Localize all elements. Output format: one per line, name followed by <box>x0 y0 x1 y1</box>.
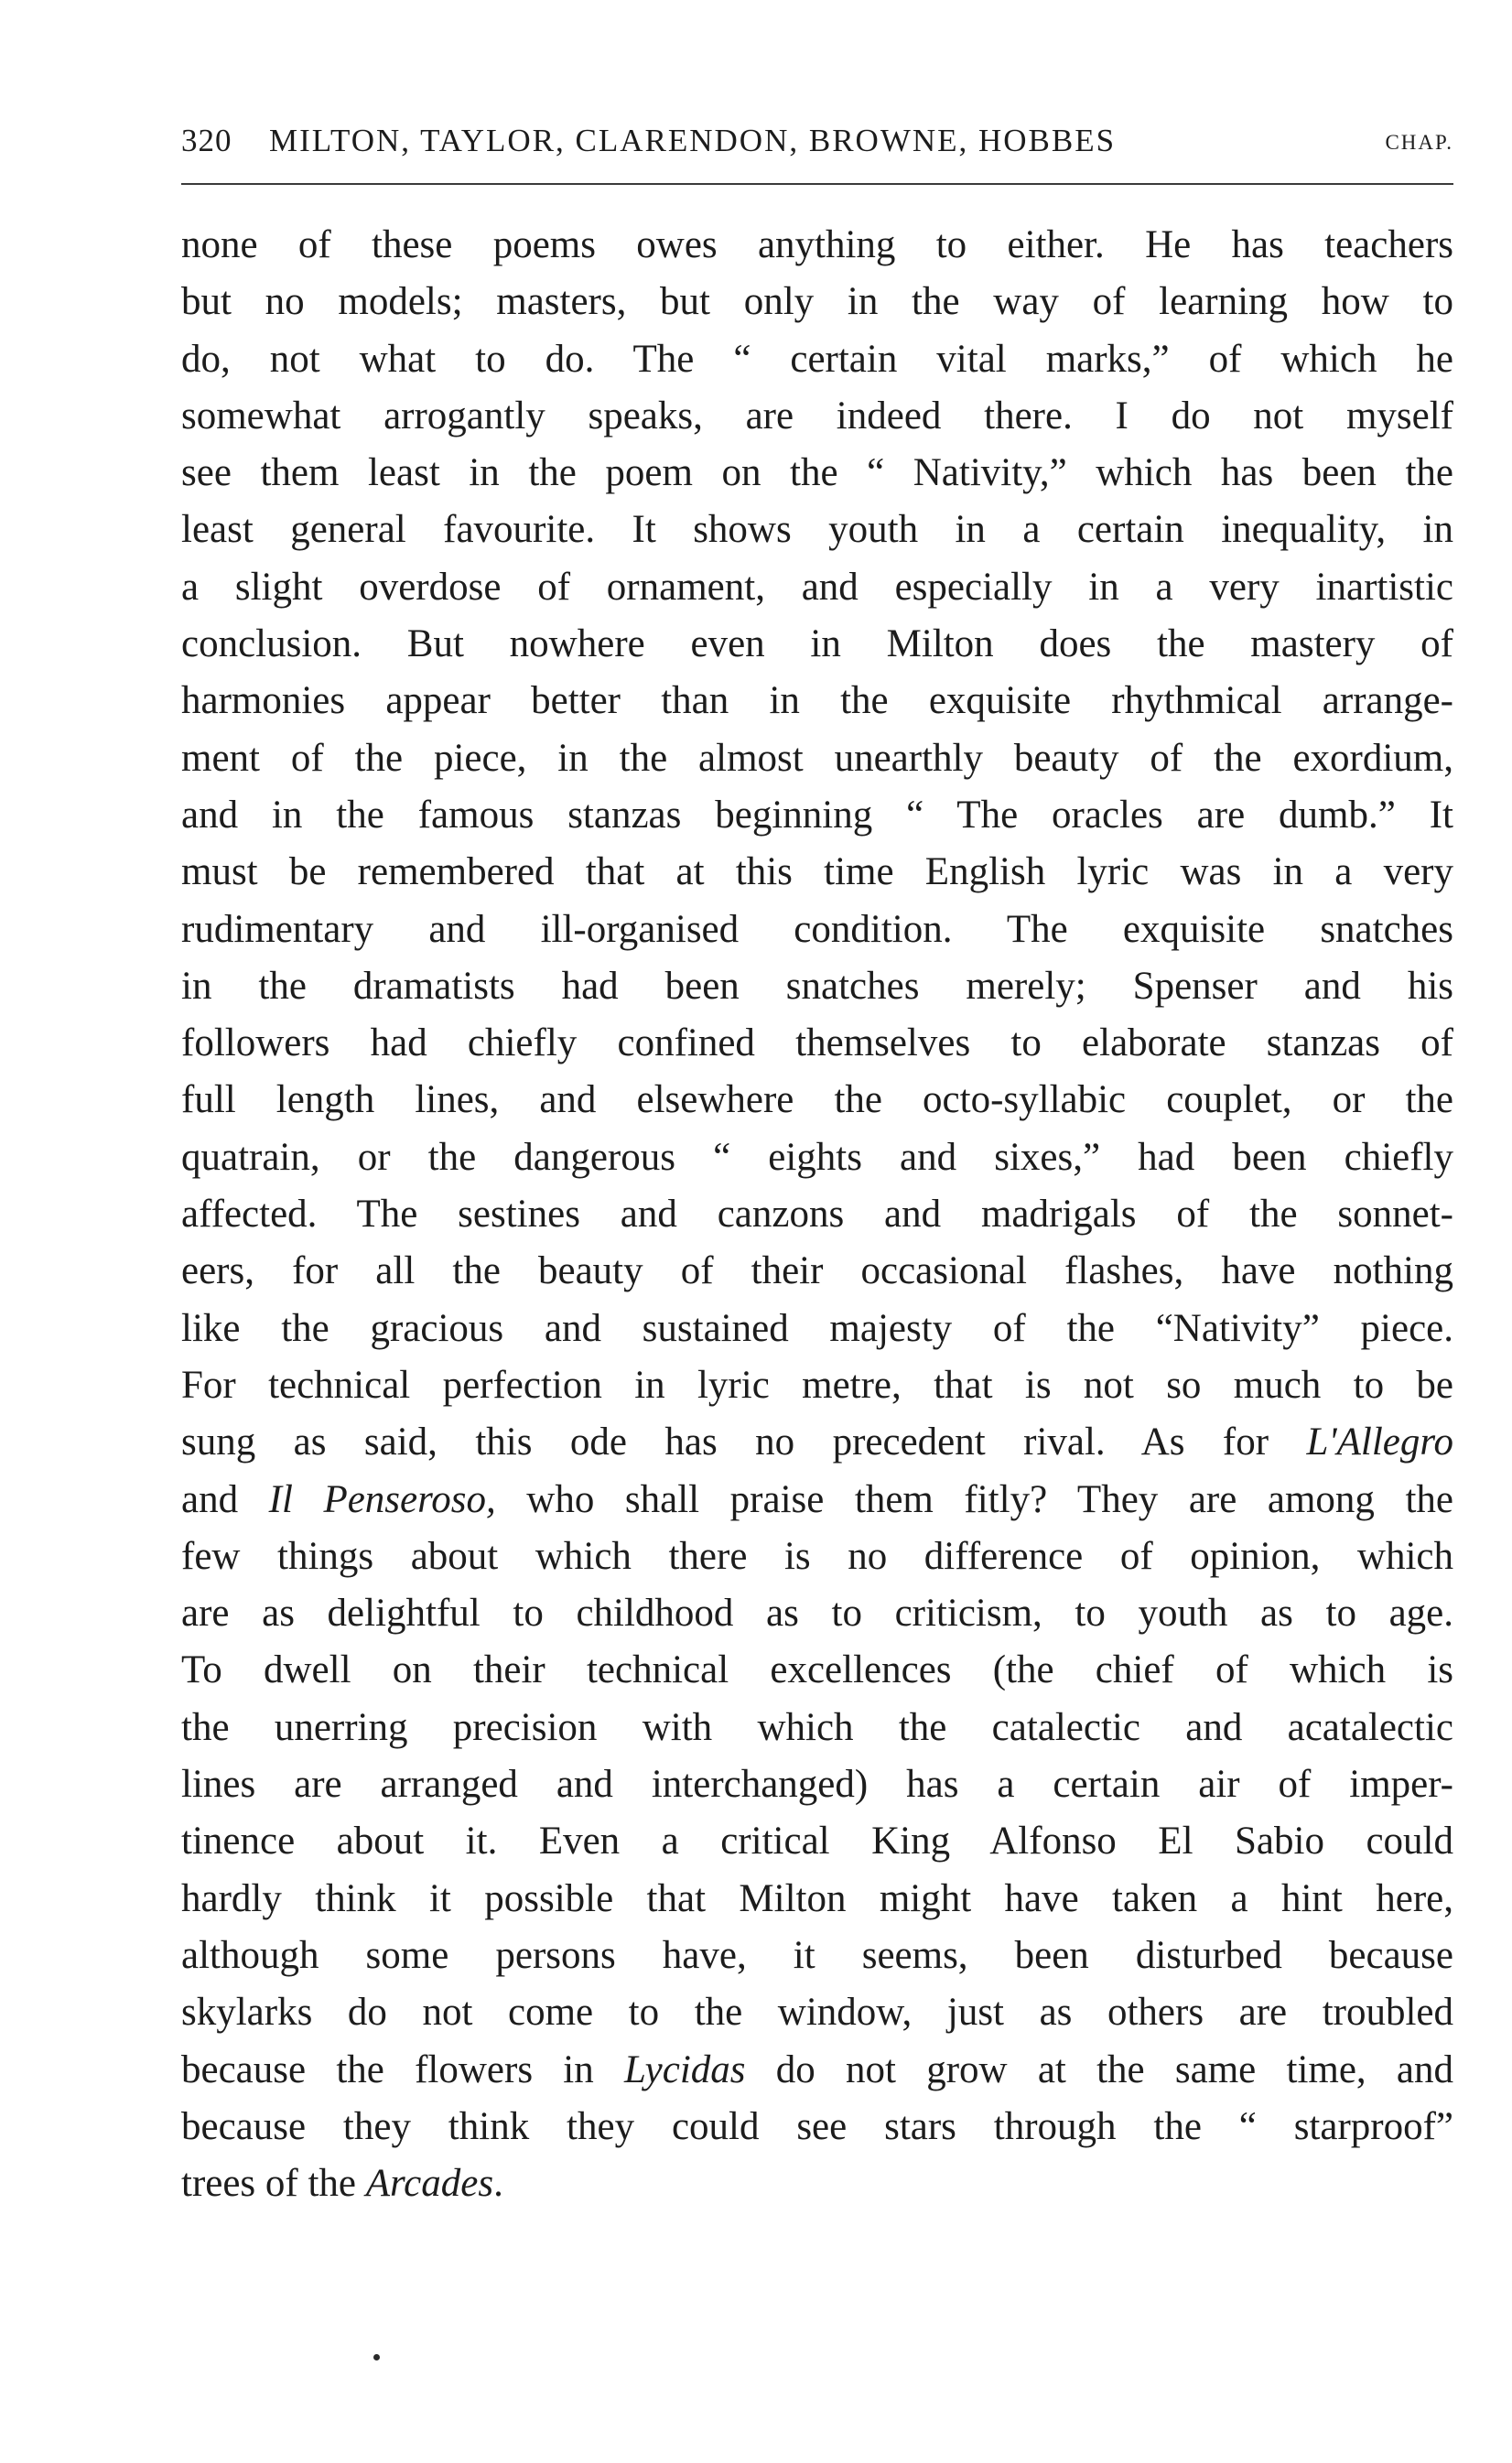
text-line: To dwell on their technical excellences (the chief of which is <box>181 1648 1453 1692</box>
page-number: 320 <box>181 123 232 158</box>
text-line: a slight overdose of ornament, and especially in a very inartistic <box>181 565 1453 609</box>
title-lycidas: Lycidas <box>624 2047 746 2091</box>
running-title: MILTON, TAYLOR, CLARENDON, BROWNE, HOBBES <box>269 123 1117 158</box>
text-line: ment of the piece, in the almost unearthly beauty of the exordium, <box>181 736 1453 780</box>
running-head <box>181 117 1453 165</box>
header-rule <box>181 183 1453 185</box>
text-line: quatrain, or the dangerous “ eights and sixes,” had been chiefly <box>181 1135 1453 1179</box>
body-text <box>181 217 1453 2212</box>
text-line: followers had chiefly confined themselves to elaborate stanzas of <box>181 1021 1453 1065</box>
text-line: sung as said, this ode has no precedent rival. As for L'Allegro <box>181 1421 1453 1464</box>
text-line: rudimentary and ill-organised condition. The exquisite snatches <box>181 907 1453 951</box>
text-line: like the gracious and sustained majesty of the “Nativity” piece. <box>181 1306 1453 1350</box>
text-line: the unerring precision with which the catalectic and acatalectic <box>181 1705 1453 1749</box>
text-line: affected. The sestines and canzons and madrigals of the sonnet- <box>181 1193 1453 1237</box>
text-line: none of these poems owes anything to either. He has teachers <box>181 223 1453 266</box>
text-line: must be remembered that at this time English lyric was in a very <box>181 850 1453 894</box>
text-line-last: trees of the Arcades. <box>181 2162 503 2206</box>
text-line: tinence about it. Even a critical King Alfonso El Sabio could <box>181 1820 1453 1863</box>
text-line: see them least in the poem on the “ Nativity,” which has been the <box>181 451 1453 495</box>
text-line: because they think they could see stars through the “ starproof” <box>181 2104 1453 2148</box>
text-line: and Il Penseroso, who shall praise them fitly? They are among the <box>181 1477 1453 1521</box>
text-line: are as delightful to childhood as to criticism, to youth as to age. <box>181 1592 1453 1636</box>
text-line: skylarks do not come to the window, just as others are troubled <box>181 1991 1453 2035</box>
text-line: in the dramatists had been snatches merely; Spenser and his <box>181 964 1453 1008</box>
text-line: because the flowers in Lycidas do not grow at the same time, and <box>181 2047 1453 2091</box>
text-line: although some persons have, it seems, been disturbed because <box>181 1933 1453 1977</box>
title-lallegro: L'Allegro <box>1306 1421 1453 1464</box>
text-line: least general favourite. It shows youth in a certain inequality, in <box>181 508 1453 552</box>
end-mark <box>373 2354 380 2360</box>
text-line: eers, for all the beauty of their occasional flashes, have nothing <box>181 1249 1453 1293</box>
text-line: lines are arranged and interchanged) has a certain air of imper- <box>181 1763 1453 1807</box>
text-line: do, not what to do. The “ certain vital marks,” of which he <box>181 337 1453 381</box>
text-line: For technical perfection in lyric metre, that is not so much to be <box>181 1363 1453 1407</box>
text-line: full length lines, and elsewhere the octo-syllabic couplet, or the <box>181 1078 1453 1122</box>
chapter-label: CHAP. <box>1385 131 1453 154</box>
text-line: and in the famous stanzas beginning “ The oracles are dumb.” It <box>181 793 1453 837</box>
title-il-penseroso: Il Penseroso, <box>268 1477 496 1521</box>
text-line: harmonies appear better than in the exquisite rhythmical arrange- <box>181 679 1453 723</box>
title-arcades: Arcades <box>365 2162 494 2206</box>
text-line: but no models; masters, but only in the way of learning how to <box>181 280 1453 324</box>
text-line: hardly think it possible that Milton might have taken a hint here, <box>181 1876 1453 1920</box>
text-line: somewhat arrogantly speaks, are indeed there. I do not myself <box>181 394 1453 438</box>
text-line: few things about which there is no difference of opinion, which <box>181 1534 1453 1578</box>
text-line: conclusion. But nowhere even in Milton does the mastery of <box>181 622 1453 666</box>
